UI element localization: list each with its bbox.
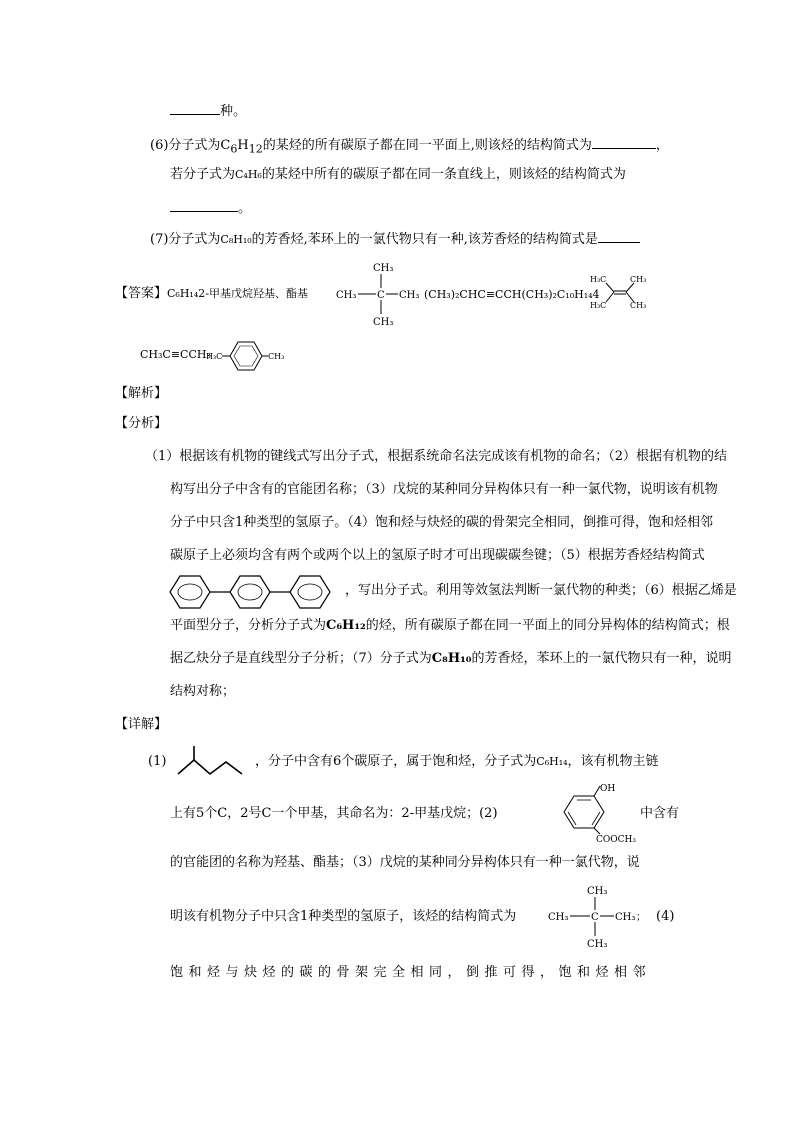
- struct-label: H₃C: [590, 275, 607, 284]
- formula-sub: 12: [248, 142, 263, 156]
- carbon-chain: [178, 760, 242, 774]
- answer-chain-text: (CH₃)₂CHC≡CCH(CH₃)₂C₁₀H₁₄: [424, 288, 593, 301]
- benzene-ring: [564, 796, 604, 828]
- q6-line3-end: 。: [238, 201, 252, 216]
- fenxi-l6: [170, 616, 730, 636]
- fenxi-l8: [170, 682, 235, 702]
- benzene-inner: [178, 584, 202, 600]
- detail-text: 的官能团的名称为羟基、酯基；（3）戊烷的某种同分异构体只有一种一氯代物，说: [170, 855, 640, 870]
- 2-methylpentane-skeletal: [174, 744, 254, 778]
- analysis-tag: 【解析】: [115, 386, 168, 401]
- item-number: (4): [656, 909, 675, 924]
- detail-text: ，该有机物主链: [567, 754, 659, 769]
- fenxi-text: 碳原子上必须均含有两个或两个以上的氢原子时才可出现碳碳叁键；（5）根据芳香烃结构简式: [170, 548, 705, 563]
- struct-bottom: CH₃: [587, 939, 608, 950]
- detail-p5: [170, 963, 651, 983]
- q6-line2-rest: 的某烃中所有的碳原子都在同一条直线上，则该烃的结构简式为: [261, 167, 626, 182]
- q6-line2-prefix: 若分子式为: [170, 167, 236, 182]
- struct-c: C: [377, 290, 385, 301]
- q6-line2: [170, 165, 626, 185]
- bond: [594, 828, 600, 834]
- answer-line2-text: CH₃C≡CCH₃: [140, 348, 211, 361]
- answer-line2: [140, 345, 211, 365]
- q6-line3: [170, 197, 251, 219]
- detail-p4-num: [656, 907, 674, 927]
- answer-tag: 【答案】: [115, 286, 168, 301]
- p-xylene-structure: [206, 334, 286, 374]
- q6-line1-end: ，: [655, 138, 669, 153]
- benzene-ring: [290, 576, 330, 608]
- benzene-ring: [170, 576, 210, 608]
- benzene-inner: [298, 584, 322, 600]
- struct-left: CH₃: [548, 912, 569, 923]
- detail-tag-line: [115, 715, 167, 735]
- oh-label: OH: [600, 784, 616, 794]
- benzene-ring: [230, 576, 270, 608]
- formula-c: C: [220, 138, 231, 153]
- q7-line: [150, 228, 640, 250]
- fenxi-text: 据乙炔分子是直线型分子分析；（7）分子式为: [170, 651, 432, 666]
- analysis-tag-line: [115, 384, 167, 404]
- terphenyl-structure: [166, 572, 342, 612]
- blank-suffix: 种。: [220, 104, 247, 119]
- ester-label: COOCH₃: [596, 835, 636, 844]
- answer-blank: [170, 197, 238, 212]
- answer-neopentane-structure: [336, 258, 426, 330]
- double-bond: [568, 812, 576, 825]
- q7-rest: 的芳香烃,苯环上的一氯代物只有一种,该芳香烃的结构简式是: [251, 232, 598, 247]
- fenxi-text: 结构对称；: [170, 684, 236, 699]
- answer-line1: [115, 284, 308, 304]
- q5-answer-line: [170, 100, 246, 122]
- fenxi-l2: [170, 480, 718, 500]
- q6-mid: 的某烃的所有碳原子都在同一平面上,则该烃的结构简式为: [262, 138, 592, 153]
- struct-c: C: [591, 912, 599, 923]
- bond: [606, 292, 614, 302]
- fenxi-text: 的芳香烃，苯环上的一氯代物只有一种，说明: [471, 651, 732, 666]
- struct-right: CH₃: [615, 912, 636, 923]
- benzene-inner: [234, 346, 258, 366]
- fenxi-l5: [345, 581, 737, 601]
- semicolon: ；: [636, 912, 646, 923]
- struct-bottom: CH₃: [373, 317, 394, 328]
- fenxi-l1: [145, 447, 727, 467]
- fenxi-text: 分子中只含1种类型的氢原子。（4）饱和烃与炔烃的碳的骨架完全相同，倒推可得，饱和烃相邻: [170, 515, 714, 530]
- tetramethylethylene-structure: [590, 272, 652, 312]
- answer-num4: 4: [592, 288, 600, 301]
- neopentane-structure: [548, 880, 648, 952]
- formula: C₄H₆: [235, 168, 262, 181]
- detail-p4: [170, 907, 516, 927]
- detail-p2-end: [640, 804, 679, 824]
- item-number: (2): [479, 806, 498, 821]
- item-number: (1): [148, 754, 167, 769]
- detail-p1: [255, 752, 659, 772]
- fenxi-text: 构写出分子中含有的官能团名称；（3）戊烷的某种同分异构体只有一种一氯代物，说明该有机物: [170, 482, 718, 497]
- double-bond: [592, 812, 600, 825]
- answer-name-groups: 2-甲基戊烷羟基、酯基: [198, 287, 308, 300]
- bond: [606, 283, 614, 292]
- detail-p2: [170, 804, 498, 824]
- struct-right: CH₃: [399, 290, 420, 301]
- formula: C₆H₁₂: [326, 618, 366, 633]
- struct-label: CH₃: [268, 352, 285, 361]
- answer-chain: [424, 285, 600, 305]
- fenxi-text: 的烃，所有碳原子都在同一平面上的同分异构体的结构简式；根: [365, 618, 730, 633]
- bond: [626, 283, 634, 292]
- fenxi-l4: [170, 546, 705, 566]
- detail-text: 明该有机物分子中只含1种类型的氢原子，该烃的结构简式为: [170, 909, 517, 924]
- answer-blank: [598, 228, 640, 243]
- fenxi-l3: [170, 513, 713, 533]
- detail-text: 上有5个C，2号C一个甲基，其命名为：2-甲基戊烷；: [170, 806, 480, 821]
- detail-p3: [170, 853, 640, 873]
- answer-blank: [592, 134, 656, 149]
- struct-left: CH₃: [336, 290, 357, 301]
- benzene-inner: [238, 584, 262, 600]
- fenxi-text: （1）根据该有机物的键线式写出分子式，根据系统命名法完成该有机物的命名；（2）根据有机物的结: [145, 449, 728, 464]
- struct-label: H₃C: [590, 301, 607, 310]
- q6-line1: [150, 134, 669, 160]
- formula: C₈H₁₀: [220, 233, 252, 246]
- fenxi-l7: [170, 649, 732, 669]
- formula: C₆H₁₄: [536, 755, 568, 768]
- formula: C₈H₁₀: [431, 651, 472, 666]
- struct-top: CH₃: [587, 886, 608, 897]
- answer-blank: [170, 100, 220, 115]
- formula-h: H: [237, 138, 249, 153]
- detail-text: 中含有: [640, 806, 680, 821]
- struct-label: CH₃: [630, 275, 647, 284]
- fenxi-tag-line: [115, 414, 167, 434]
- detail-tag: 【详解】: [115, 717, 168, 732]
- struct-label: H₃C: [206, 352, 223, 361]
- fenxi-text: 平面型分子，分析分子式为: [170, 618, 327, 633]
- struct-label: CH₃: [630, 301, 647, 310]
- methyl-salicylate-structure: [556, 782, 640, 844]
- detail-text: 饱和烃与炔烃的碳的骨架完全相同，倒推可得，饱和烃相邻: [170, 965, 652, 980]
- detail-p1-num: [148, 752, 166, 772]
- fenxi-tag: 【分析】: [115, 416, 168, 431]
- struct-top: CH₃: [373, 263, 394, 274]
- fenxi-text: ，写出分子式。利用等效氢法判断一氯代物的种类；（6）根据乙烯是: [345, 583, 737, 598]
- detail-text: ，分子中含有6个碳原子，属于饱和烃，分子式为: [255, 754, 537, 769]
- q6-prefix: (6)分子式为: [150, 138, 221, 153]
- formula-sub: 6: [230, 142, 238, 156]
- formula: C₆H₁₄: [167, 287, 199, 300]
- q7-prefix: (7)分子式为: [150, 232, 221, 247]
